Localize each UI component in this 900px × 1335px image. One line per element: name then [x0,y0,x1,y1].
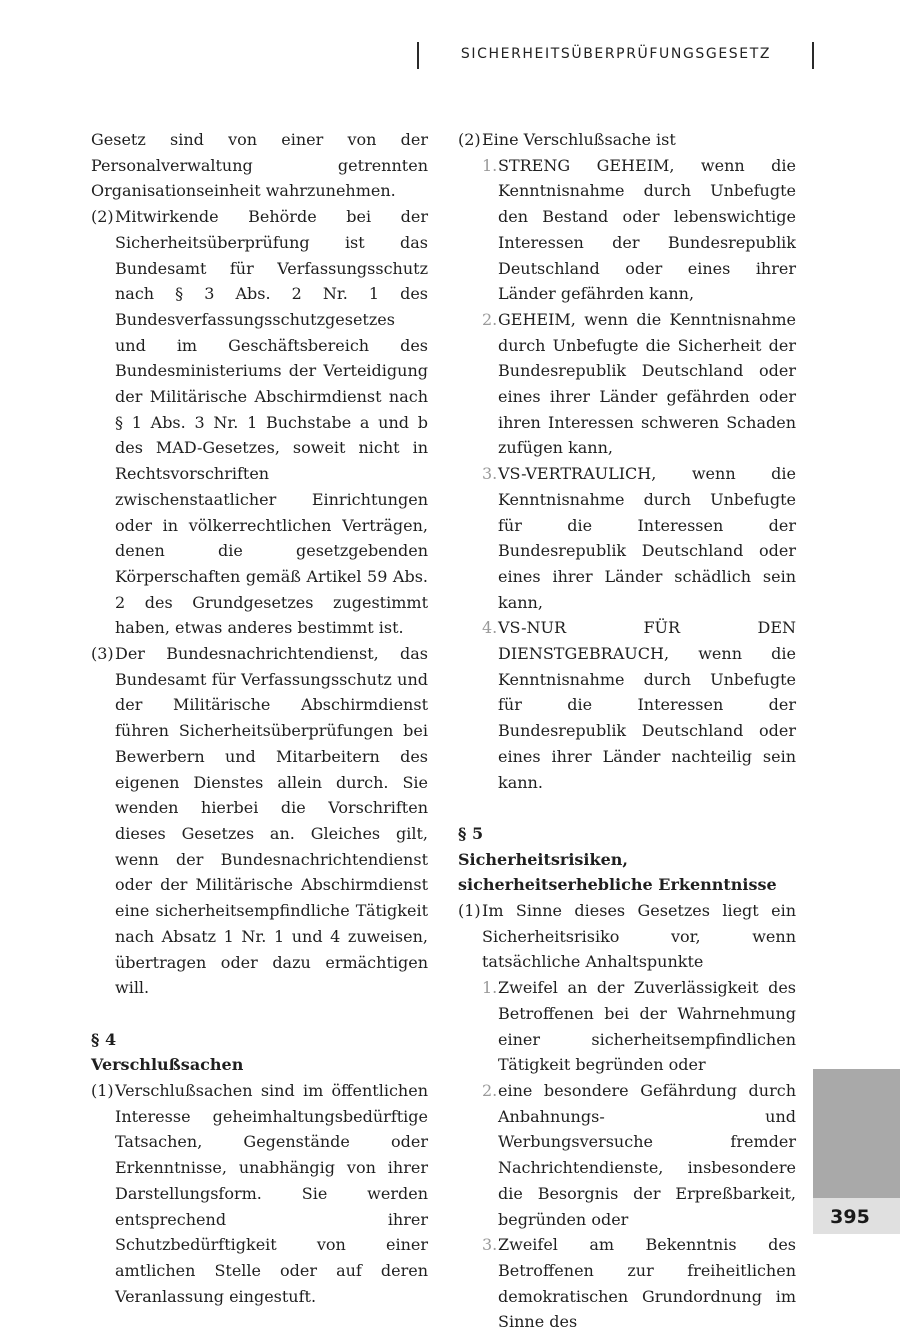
item-number: (2) [91,207,114,227]
sub-item-number: 3. [482,464,498,484]
item-text: Der Bundesnachrichtendienst, das Bundesamt für Verfassungsschutz und der Militärische Abschirmdienst führen Sicherheitsüberprüfungen bei Bewerbern und Mitarbeitern des eigenen Dienstes allein durch. Sie wenden hierbei die Vorschriften dieses Gesetzes an. Gleiches gilt, wenn der Bundesnachrichtendienst oder der Militärische Abschirmdienst eine sicherheitsempfindliche Tätigkeit nach Absatz 1 Nr. 1 und 4 zuweisen, übertragen oder dazu ermächtigen will. [115,644,428,998]
sub-item [458,1078,796,1232]
sub-item-text: VS-VERTRAULICH, wenn die Kenntnisnahme durch Unbefugte für die Interessen der Bundesrepublik Deutschland oder eines ihrer Länder schädlich sein kann, [498,464,796,612]
sub-item [458,975,796,1078]
continued-paragraph: Gesetz sind von einer von der Personalverwaltung getrennten Organisationseinheit wahrzunehmen. [91,130,428,201]
list-item [91,1078,428,1309]
left-column [91,127,428,1309]
sub-item-number: 2. [482,1081,498,1100]
sub-item [458,461,796,615]
page-number: 395 [830,1206,870,1228]
item-number: (1) [91,1081,114,1100]
section-5-number: § 5 [458,823,484,843]
item-text: Mitwirkende Behörde bei der Sicherheitsüberprüfung ist das Bundesamt für Verfassungsschutz nach § 3 Abs. 2 Nr. 1 des Bundesverfassungsschutzgesetzes und im Geschäftsbereich des Bundesministeriums der Verteidigung der Militärische Abschirmdienst nach § 1 Abs. 3 Nr. 1 Buchstabe a und b des MAD-Gesetzes, soweit nicht in Rechtsvorschriften zwischenstaatlicher Einrichtungen oder in völkerrechtlichen Verträgen, denen die gesetzgebenden Körperschaften gemäß Artikel 59 Abs. 2 des Grundgesetzes zugestimmt haben, etwas anderes bestimmt ist. [115,207,428,638]
spacer [91,1001,428,1027]
header-rule-right [812,42,814,69]
sub-item-number: 1. [482,155,498,175]
right-column [458,127,796,1335]
sub-item-text: GEHEIM, wenn die Kenntnisnahme durch Unbefugte die Sicherheit der Bundesrepublik Deutschland oder eines ihrer Länder gefährden oder ihren Interessen schweren Schaden zufügen kann, [498,309,796,458]
section-4-number: § 4 [91,1029,117,1049]
sub-item-number: 3. [482,1235,498,1255]
running-header-title: SICHERHEITSÜBERPRÜFUNGSGESETZ [460,46,772,62]
sub-item [458,1232,796,1335]
sub-item-number: 1. [482,978,498,998]
sub-item-text: VS-NUR FÜR DEN DIENSTGEBRAUCH, wenn die Kenntnisnahme durch Unbefugte für die Interessen der Bundesrepublik Deutschland oder eines ihrer Länder nachteilig sein kann. [498,618,796,792]
item-text: Verschlußsachen sind im öffentlichen Interesse geheimhaltungsbedürftige Tatsachen, Gegenstände oder Erkenntnisse, unabhängig von ihrer Darstellungsform. Sie werden entsprechend ihrer Schutzbedürftigkeit von einer amtlichen Stelle oder auf deren Veranlassung eingestuft. [115,1081,428,1306]
sub-item-number: 4. [482,618,498,638]
thumb-tab [813,1069,900,1198]
list-item [91,204,428,641]
spacer [458,795,796,821]
section-5-title-line-2: sicherheitserhebliche Erkenntnisse [458,875,777,895]
sub-item-text: Zweifel am Bekenntnis des Betroffenen zur freiheitlichen demokratischen Grundordnung im Sinne des [498,1235,796,1332]
list-item [91,641,428,1001]
item-text: Eine Verschlußsache ist [482,130,676,149]
list-item [458,127,796,153]
sub-item-text: Zweifel an der Zuverlässigkeit des Betroffenen bei der Wahrnehmung einer sicherheitsempfindlichen Tätigkeit begründen oder [498,978,796,1075]
list-item [458,898,796,975]
sub-item-text: STRENG GEHEIM, wenn die Kenntnisnahme durch Unbefugte den Bestand oder lebenswichtige Interessen der Bundesrepublik Deutschland oder eines ihrer Länder gefährden kann, [498,155,796,304]
section-5-title-line-1: Sicherheitsrisiken, [458,849,628,869]
sub-item-text: eine besondere Gefährdung durch Anbahnungs- und Werbungsversuche fremder Nachrichtendienste, insbesondere die Besorgnis der Erpreßbarkeit, begründen oder [498,1081,796,1229]
sub-item-number: 2. [482,309,498,329]
section-4-title: Verschlußsachen [91,1055,244,1075]
sub-item [458,615,796,795]
item-text: Im Sinne dieses Gesetzes liegt ein Sicherheitsrisiko vor, wenn tatsächliche Anhaltspunkte [482,901,796,972]
header-rule-left [417,42,419,69]
item-number: (2) [458,130,481,149]
item-number: (3) [91,644,114,664]
item-number: (1) [458,901,481,921]
sub-item [458,153,796,307]
sub-item [458,307,796,461]
